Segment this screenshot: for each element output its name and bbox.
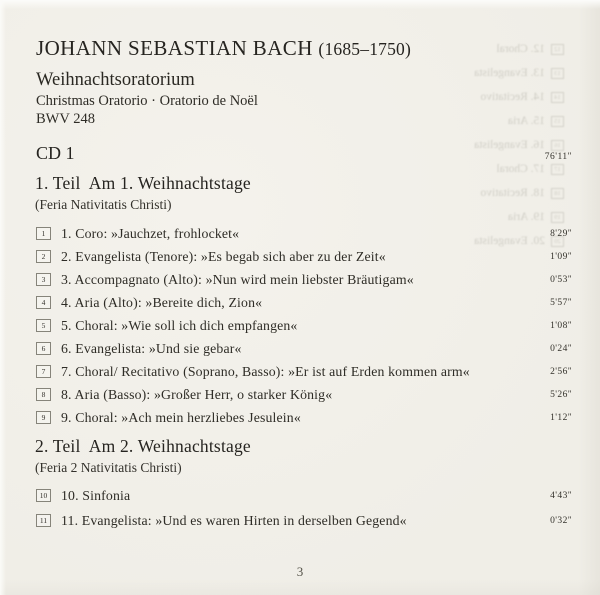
track-number-box: 1: [36, 227, 51, 240]
composer-title: [36, 36, 411, 61]
track-title: 10. Sinfonia: [61, 487, 131, 503]
table-row: [36, 337, 572, 360]
track-list-part-2: [36, 483, 572, 533]
track-title: 3. Accompagnato (Alto): »Nun wird mein liebster Bräutigam«: [61, 271, 414, 287]
page-number: 3: [296, 564, 304, 579]
bleed-row: 17 17. Choral: [424, 157, 564, 181]
bleed-row: 16 16. Evangelista: [424, 133, 564, 157]
track-title: 4. Aria (Alto): »Bereite dich, Zion«: [61, 294, 263, 310]
bleed-row: 13 13. Evangelista: [424, 61, 564, 85]
track-duration: 1'08": [550, 320, 572, 331]
section-subheading: (Feria Nativitatis Christi): [35, 197, 172, 212]
work-title: Weihnachtsoratorium: [36, 70, 195, 90]
track-title: 8. Aria (Basso): »Großer Herr, o starker König«: [61, 386, 333, 402]
bleed-row: 15 15. Aria: [424, 109, 564, 133]
track-title: 11. Evangelista: »Und es waren Hirten in derselben Gegend«: [61, 512, 407, 528]
track-duration: 1'09": [550, 251, 572, 262]
track-number-box: 11: [36, 514, 51, 527]
track-title: 6. Evangelista: »Und sie gebar«: [61, 340, 242, 356]
bleed-row: 20 20. Evangelista: [424, 229, 564, 253]
bleed-row: 18 18. Recitativo: [424, 181, 564, 205]
composer-dates: (1685–1750): [318, 39, 412, 59]
bleed-track-box: 15: [551, 116, 564, 127]
track-title: 5. Choral: »Wie soll ich dich empfangen«: [61, 317, 298, 333]
bleed-row: 14 14. Recitativo: [424, 85, 564, 109]
section-1-header: [35, 173, 251, 213]
bleed-track-box: 14: [551, 92, 564, 103]
track-duration: 5'26": [550, 389, 572, 400]
bleed-track-box: 12: [551, 44, 564, 55]
track-number-box: 10: [36, 489, 51, 502]
track-title: 1. Coro: »Jauchzet, frohlocket«: [61, 225, 240, 241]
bleed-track-box: 17: [551, 164, 564, 175]
track-number-box: 6: [36, 342, 51, 355]
track-duration: 0'53": [550, 274, 572, 285]
track-number-box: 3: [36, 273, 51, 286]
table-row: [36, 383, 572, 406]
track-title: 9. Choral: »Ach mein herzliebes Jesulein«: [61, 409, 301, 425]
bleed-track-box: 18: [551, 188, 564, 199]
track-duration: 2'56": [550, 366, 572, 377]
track-duration: 1'12": [550, 412, 572, 423]
bleed-track-box: 19: [551, 212, 564, 223]
track-title: 2. Evangelista (Tenore): »Es begab sich aber zu der Zeit«: [61, 248, 386, 264]
track-number-box: 9: [36, 411, 51, 424]
track-duration: 0'24": [550, 343, 572, 354]
header: [36, 36, 411, 128]
table-row: [36, 222, 572, 245]
bleed-row: 19 19. Aria: [424, 205, 564, 229]
catalog-number: BWV 248: [36, 111, 95, 127]
table-row: [36, 314, 572, 337]
table-row: [36, 291, 572, 314]
table-row: [36, 245, 572, 268]
bleed-track-box: 13: [551, 68, 564, 79]
table-row: [36, 483, 572, 508]
table-row: [36, 360, 572, 383]
track-title: 7. Choral/ Recitativo (Soprano, Basso): »Er ist auf Erden kommen arm«: [61, 363, 470, 379]
track-number-box: 8: [36, 388, 51, 401]
section-subheading: (Feria 2 Nativitatis Christi): [35, 460, 182, 475]
disc-label: CD 1: [36, 143, 75, 163]
track-duration: 8'29": [550, 228, 572, 239]
track-list-part-1: [36, 222, 572, 429]
table-row: [36, 268, 572, 291]
table-row: [36, 508, 572, 533]
section-2-header: [35, 436, 251, 476]
section-heading: 2. Teil Am 2. Weihnachtstage: [35, 436, 251, 456]
bleed-row: 12 12. Choral: [424, 37, 564, 61]
bleed-track-box: 16: [551, 140, 564, 151]
composer-name: JOHANN SEBASTIAN BACH: [36, 36, 313, 60]
track-number-box: 7: [36, 365, 51, 378]
table-row: [36, 406, 572, 429]
track-number-box: 2: [36, 250, 51, 263]
section-heading: 1. Teil Am 1. Weihnachtstage: [35, 173, 251, 193]
disc-line: [36, 143, 572, 164]
track-duration: 0'32": [550, 515, 572, 526]
disc-total-time: 76'11": [544, 152, 572, 162]
bleed-track-box: 20: [551, 236, 564, 247]
track-number-box: 4: [36, 296, 51, 309]
track-duration: 5'57": [550, 297, 572, 308]
track-duration: 4'43": [550, 490, 572, 501]
track-number-box: 5: [36, 319, 51, 332]
work-subtitle: Christmas Oratorio · Oratorio de Noël: [36, 93, 258, 109]
